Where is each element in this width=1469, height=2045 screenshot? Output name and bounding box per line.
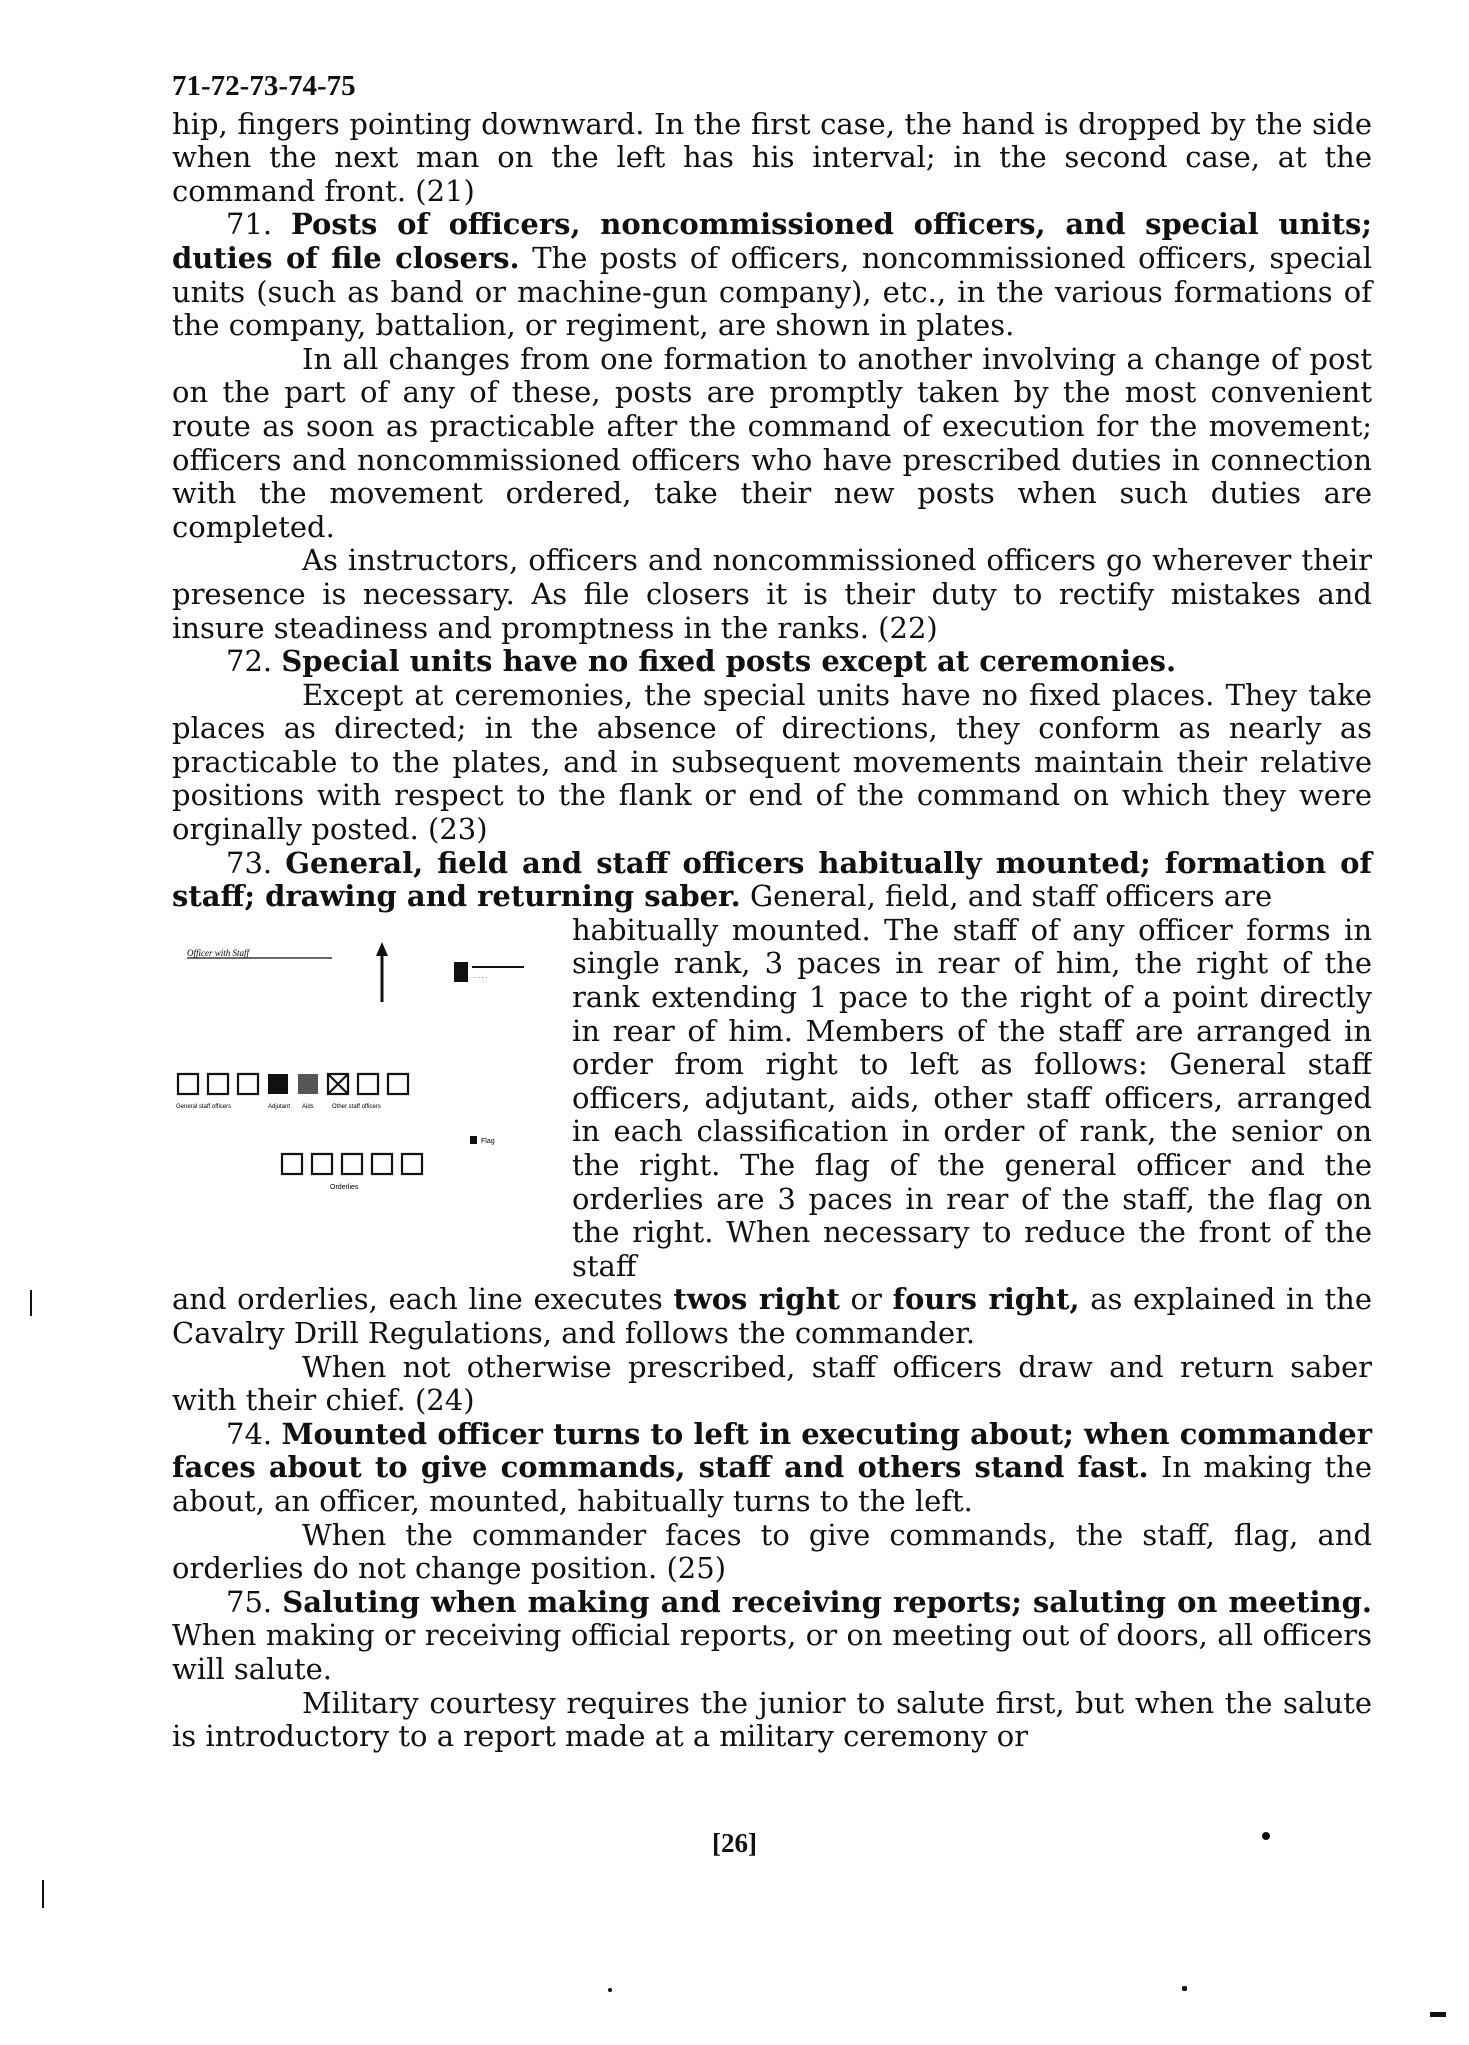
section-body: The posts of officers, noncommissioned officers, special units (such as band or machine-gun company), etc., in the various formations of the company, battalion, or regiment, are shown in plates. — [172, 240, 1373, 343]
orderly-box — [312, 1154, 332, 1174]
scan-mark — [30, 1290, 32, 1316]
page-body — [172, 70, 1372, 1754]
orderly-box — [402, 1154, 422, 1174]
paragraph: When the commander faces to give commands, the staff, flag, and orderlies do not change position. (25) — [172, 1517, 1372, 1586]
section-range-header: 71-72-73-74-75 — [172, 70, 356, 102]
staff-label: Aids — [302, 1103, 314, 1110]
staff-formation-diagram — [172, 914, 572, 1244]
continued-paragraph: hip, fingers pointing downward. In the first case, the hand is dropped by the side when the next man on the left has his interval; in the second case, at the command front. (21) — [172, 106, 1372, 208]
figure-caption: Officer with Staff — [187, 947, 249, 958]
staff-officer-box — [238, 1074, 258, 1094]
staff-officer-box — [358, 1074, 378, 1094]
paragraph: In all changes from one formation to another involving a change of post on the part of any of these, posts are promptly taken by the most convenient route as soon as practicable after the command of execution for the movement; officers and noncommissioned officers who have prescribed duties in connection with the movement ordered, take their new posts when such duties are completed. — [172, 341, 1372, 544]
paragraph: Military courtesy requires the junior to salute first, but when the salute is introductory to a report made at a military ceremony or — [172, 1685, 1372, 1754]
section-number: 72. — [226, 644, 273, 679]
scan-mark — [42, 1880, 44, 1908]
section-72 — [172, 645, 1372, 679]
paragraph: and orderlies, each line executes twos right or fours right, as explained in the Cavalry Drill Regulations, and follows the commander. — [172, 1282, 1373, 1350]
staff-officer-box — [388, 1074, 408, 1094]
staff-label: Other staff officers — [332, 1103, 381, 1110]
section-number: 71. — [226, 207, 273, 242]
flag-label: Flag — [481, 1137, 495, 1145]
commander-label: . . . . — [474, 972, 488, 980]
staff-formation-block — [172, 914, 1372, 1284]
section-73 — [172, 847, 1372, 914]
section-75 — [172, 1586, 1372, 1687]
paragraph: Except at ceremonies, the special units have no fixed places. They take places as directed; in the absence of directions, they conform as nearly as practicable to the plates, and in subsequent movements maintain their relative positions with respect to the flank or end of the command on which they were orginally posted. (23) — [172, 677, 1372, 847]
section-heading: Special units have no fixed posts except at ceremonies. — [281, 644, 1177, 679]
orderlies-label: Orderlies — [330, 1183, 359, 1191]
section-heading: Mounted officer turns to left in executing about; when commander faces about to give commands, staff and others stand fast. — [172, 1416, 1373, 1485]
page-number: [26] — [712, 1828, 757, 1858]
wrapped-text: habitually mounted. The staff of any officer forms in single rank, 3 paces in rear of him, the right of the rank extending 1 pace to the right of a point directly in rear of him. Members of the staff are arranged in order from right to left as follows: General staff officers, adjutant, aids, other staff officers, arranged in each classification in order of rank, the senior on the right. The flag of the general officer and the orderlies are 3 paces in rear of the staff, the flag on the right. When necessary to reduce the front of the staff — [572, 913, 1372, 1283]
section-body: General, field, and staff officers are — [749, 879, 1273, 914]
staff-officer-box — [178, 1074, 198, 1094]
section-heading: Saluting when making and receiving reports; saluting on meeting. — [282, 1584, 1372, 1619]
section-number: 74. — [226, 1416, 273, 1451]
scan-mark — [1430, 2012, 1446, 2017]
scan-dot — [1182, 1986, 1187, 1991]
commander-symbol — [454, 962, 468, 982]
aid-box — [298, 1074, 318, 1094]
section-74 — [172, 1418, 1372, 1519]
scan-dot — [1262, 1832, 1270, 1840]
flag-symbol — [470, 1136, 477, 1144]
section-number: 73. — [226, 845, 273, 880]
section-number: 75. — [226, 1584, 273, 1619]
staff-label: General staff officers — [176, 1103, 232, 1110]
paragraph: When not otherwise prescribed, staff officers draw and return saber with their chief. (24) — [172, 1349, 1372, 1418]
orderly-box — [282, 1154, 302, 1174]
paragraph: As instructors, officers and noncommissioned officers go wherever their presence is necessary. As file closers it is their duty to rectify mistakes and insure steadiness and promptness in the ranks. (22) — [172, 543, 1372, 645]
adjutant-box — [268, 1074, 288, 1094]
staff-officer-box — [208, 1074, 228, 1094]
section-body: When making or receiving official reports, or on meeting out of doors, all officers will salute. — [172, 1618, 1372, 1686]
section-heading: Posts of officers, noncommissioned officers, and special units; duties of file closers. — [172, 207, 1373, 275]
orderly-box — [372, 1154, 392, 1174]
staff-label: Adjutant — [268, 1103, 291, 1110]
staff-formation-figure — [172, 914, 572, 1244]
section-body: In making the about, an officer, mounted, habitually turns to the left. — [172, 1450, 1373, 1518]
scan-dot — [608, 1988, 612, 1992]
orderly-box — [342, 1154, 362, 1174]
section-71 — [172, 208, 1372, 342]
section-heading: General, field and staff officers habitually mounted; formation of staff; drawing and returning saber. — [172, 845, 1372, 914]
arrow-head-icon — [376, 942, 388, 956]
